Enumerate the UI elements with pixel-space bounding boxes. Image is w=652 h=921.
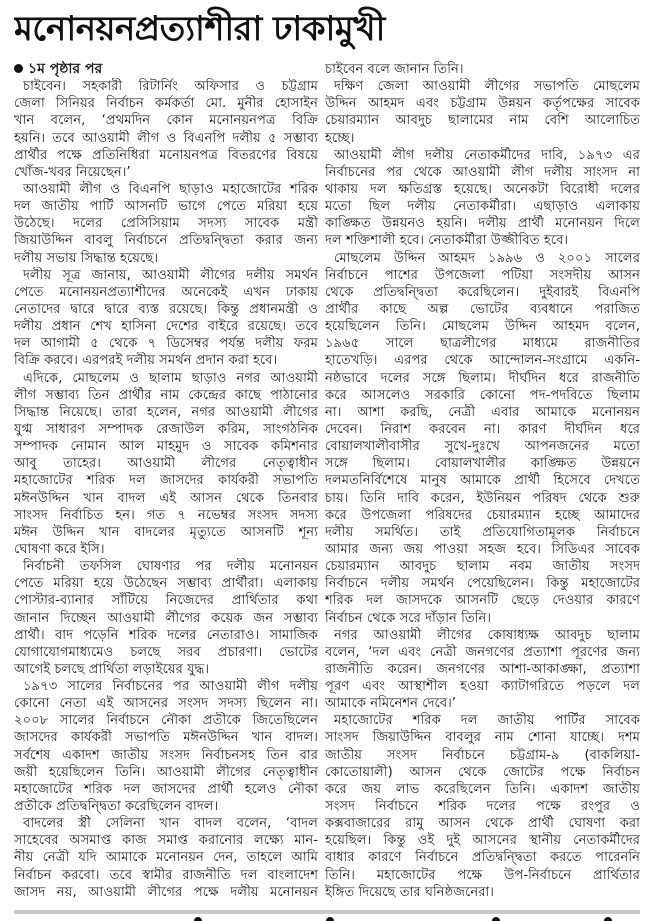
text-line: প্রার্থী। বাদ পড়েনি শরিক দলের নেতারাও। সামাজিক [14, 627, 318, 643]
text-line: উদ্দিন আহমদ এবং চট্টগ্রাম উন্নয়ন কর্তৃপক্ষের সাবেক [325, 96, 640, 112]
text-line: প্রতীকে প্রতিদ্বন্দ্বিতা করেছিলেন বাদল। [14, 799, 219, 815]
left-column-body [14, 78, 318, 901]
text-line: নীয় নেত্রী যদি আমাকে মনোনয়ন দেন, তাহলে আমি [14, 850, 318, 866]
text-line: মঈনউদ্দিন খান বাদল এই আসন থেকে তিনবার [14, 490, 318, 506]
text-line: আমাকে নমিনেশন দেবে।’ [325, 696, 457, 712]
text-line: পেতে মরিয়া হয়ে উঠেছেন সম্ভাব্য প্রার্থীরা। এলাকায় [14, 576, 318, 592]
text-line: ইঙ্গিত দিয়েছে তার ঘনিষ্ঠজনেরা। [325, 884, 495, 900]
text-line: কক্সবাজারের রামু আসন থেকে প্রার্থী ঘোষণা করা [325, 816, 640, 832]
text-line: মহাজোটের শরিক দল জাসদের কার্যকরী সভাপতি [14, 473, 318, 489]
text-line: বাধার কারণে নির্বাচনে প্রতিদ্বন্দ্বিতা করতে পারেননি [325, 850, 640, 866]
cutoff-glyph [492, 917, 500, 921]
text-line: নেতাদের দ্বারে দ্বারে ব্যস্ত রয়েছে। কিন্তু প্রধানমন্ত্রী ও [14, 301, 318, 317]
text-line: দলমতনির্বিশেষে মানুষ আমাকে প্রার্থী হিসেবে দেখতে [325, 473, 640, 489]
text-line: হাতেখড়ি। এরপর থেকে আন্দোলন-সংগ্রামে একনি- [325, 353, 640, 369]
text-line: করে উপজেলা পরিষদের চেয়ারম্যান হচ্ছে আমাদের [325, 507, 640, 523]
text-line: রাজনীতি করেন। জনগণের আশা-আকাঙ্ক্ষা, প্রত্যাশা [325, 661, 640, 677]
text-line: ঘোষণা করে ইসি। [14, 541, 105, 557]
text-line: হয়নি। তবে আওয়ামী লীগ ও বিএনপি দলীয় ৫ সম্ভাব্য [14, 130, 318, 146]
continued-from-label [14, 61, 318, 78]
text-line: করে আসলেও সরকারি কোনো পদ-পদবিতে ছিলাম [325, 387, 640, 403]
text-line: জাসদ নয়, আওয়ামী লীগের পক্ষে দলীয় মনোনয়ন [14, 884, 318, 900]
text-line: জিয়াউদ্দিন বাবলু নির্বাচনে প্রতিদ্বন্দ্বিতা করার জন্য [14, 233, 318, 249]
text-line: আবু তাহের। আওয়ামী লীগের নেতৃত্বাধীন [14, 456, 318, 472]
text-line: চাইবেন বলে জানান তিনি। [325, 62, 464, 77]
text-line: বিক্রি করবে। এরপরই দলীয় সমর্থন প্রদান করা হবে। [14, 353, 278, 369]
text-line: কোনো নেতা এই আসনের সংসদ সদস্য ছিলেন না। [14, 696, 318, 712]
text-line: সাহেবের অসমাপ্ত কাজ সমাপ্ত করানোর লক্ষ্যে মান- [14, 833, 318, 849]
left-column [14, 61, 318, 901]
text-line: নির্বাচনের পর থেকে আওয়ামী লীগ দলীয় সাংসদ না [325, 164, 640, 180]
text-line: সিদ্ধান্ত নিয়েছে। তারা হলেন, নগর আওয়ামী লীগের [14, 404, 318, 420]
text-line: হয়েছিল। কিন্তু ওই দুই আসনের স্থানীয় নেতাকর্মীদের [325, 833, 640, 849]
text-line: বোয়ালখালীবাসীর সুখে-দুঃখে আপনজনের মতো [325, 439, 640, 455]
text-line: ১৯৬৫ সালে ছাত্রলীগের মাধ্যমে রাজনীতির [325, 336, 640, 352]
text-line: জানান দিচ্ছেন আওয়ামী লীগের কয়েক জন সম্ভাব্য [14, 610, 318, 626]
text-line: নির্বাচন থেকে সরে দাঁড়ান তিনি। [325, 610, 492, 626]
jump-text: ১ম পৃষ্ঠার পর [28, 61, 103, 77]
text-line: দেবেন। নিরাশ করবেন না। কারণ দীর্ঘদিন ধরে [325, 421, 640, 437]
text-line: নির্বাচনে দলীয় সমর্থন পেয়েছিলেন। কিন্তু মহাজোটের [325, 576, 640, 592]
text-line: সম্পাদক নোমান আল মাহমুদ ও সাবেক কমিশনার [14, 439, 318, 455]
text-line: পোস্টার-ব্যানার সাঁটিয়ে নিজেদের প্রার্থিতার কথা [14, 593, 318, 609]
text-line: চাইবেন। সহকারী রিটার্নিং অফিসার ও চট্টগ্রাম [23, 79, 318, 95]
text-line: খোঁজ-খবর নিয়েছেন।’ [14, 164, 131, 180]
text-line: তিনি। মহাজোটের পক্ষে উপ-নির্বাচনে প্রার্থিতার [325, 867, 640, 883]
text-line: পূরণ এবং আস্থাশীল হওয়া ক্যাটাগরিতে পড়লে দল [325, 679, 640, 695]
text-line: থেকে প্রতিদ্বন্দ্বিতা করেছিলেন। দুইবারই বিএনপি [325, 284, 640, 300]
text-line: যোগাযোগমাধ্যমেও চলছে সরব প্রচারণা। ভোটের [14, 644, 318, 660]
text-line: নির্বাচনী তফসিল ঘোষণার পর দলীয় মনোনয়ন [23, 559, 318, 575]
text-line: আওয়ামী লীগ ও বিএনপি ছাড়াও মহাজোটের শরিক [23, 181, 318, 197]
text-line: হয়েছিলেন তিনি। মোছলেম উদ্দিন আহমদ বলেন, [325, 319, 640, 335]
text-line: সঙ্গে ছিলাম। বোয়ালখালীর কাঙ্ক্ষিত উন্নয়নে [325, 456, 640, 472]
text-line: দলীয় প্রধান শেখ হাসিনা দেশের বাইরে রয়েছে। তবে [14, 319, 318, 335]
text-line: দলীয় সমর্থিত। তাই প্রতিযোগিতামূলক নির্বাচনে [325, 524, 640, 540]
text-line: দলীয় সূত্র জানায়, আওয়ামী লীগের দলীয় সমর্থন [23, 267, 318, 283]
text-line: খান বলেন, ‘প্রথমদিন কোন মনোনয়নপত্র বিক্রি [14, 113, 318, 129]
text-line: আমার জন্য জয় পাওয়া সহজ হবে। সিডিএর সাবেক [325, 541, 640, 557]
text-line: কাঙ্ক্ষিত উন্নয়নও হয়নি। দলীয় প্রার্থী মনোনয়ন দিলে [325, 216, 640, 232]
bullet-icon [14, 64, 23, 73]
text-line: জাতীয় সংসদ নির্বাচনে চট্টগ্রাম-৯ (বাকলিয়া- [325, 747, 640, 763]
text-line: এদিকে, মোছলেম ও ছালাম ছাড়াও নগর আওয়ামী [23, 370, 318, 386]
text-line: চেয়ারম্যান আবদুচ ছালামের নাম বেশি আলোচিত [325, 113, 640, 129]
next-story-cutoff [14, 917, 640, 921]
text-line: সর্বশেষ একাদশ জাতীয় সংসদ নির্বাচনসহ তিন বার [14, 747, 318, 763]
text-line: দক্ষিণ জেলা আওয়ামী লীগের সভাপতি মোছলেম [334, 79, 640, 95]
text-line: নির্বাচনে পাশের উপজেলা পটিয়া সংসদীয় আসন [325, 267, 640, 283]
text-line: হচ্ছে। [325, 130, 355, 146]
text-line: মঈন উদ্দিন খান বাদলের মৃত্যুতে আসনটি শূন্য [14, 524, 318, 540]
text-line: আগেই চলছে প্রার্থিতা লড়াইয়ের যুদ্ধ। [14, 661, 210, 677]
text-line: মোছলেম উদ্দিন আহমদ ১৯৯৬ ও ২০০১ সালের [334, 250, 640, 266]
text-line: লীগ সম্ভাব্য তিন প্রার্থীর নাম কেন্দ্রের কাছে পাঠানোর [14, 387, 318, 403]
right-column-body [325, 61, 640, 901]
text-line: জাসদের কার্যকরী সভাপতি মঈনউদ্দিন খান বাদল। [14, 730, 318, 746]
text-line: উঠেছে। দলের প্রেসিসিয়াম সদস্য সাবেক মন্ত্রী [14, 216, 318, 232]
headline: মনোনয়নপ্রত্যাশীরা ঢাকামুখী [14, 9, 385, 49]
text-line: নষ্ঠভাবে দলের সঙ্গে ছিলাম। দীর্ঘদিন ধরে রাজনীতি [325, 370, 640, 386]
text-line: ১৯৭৩ সালের নির্বাচনের পর আওয়ামী লীগ দলীয় [23, 679, 318, 695]
text-line: জেলা সিনিয়র নির্বাচন কর্মকর্তা মো. মুনীর হোসাইন [14, 96, 318, 112]
text-line: প্রার্থীর পক্ষে প্রতিনিধিরা মনোয়নপত্র বিতরণের বিষয়ে [14, 147, 318, 163]
text-line: শরিক দল জাসদকে আসনটি ছেড়ে দেওয়ার কারণে [325, 593, 640, 609]
text-line: যুগ্ম সাধারণ সম্পাদক রেজাউল করিম, সাংগঠনিক [14, 421, 318, 437]
text-line: নির্বাচন করবো। তবে স্বামীর রাজনীতি দল বাংলাদেশ [14, 867, 318, 883]
text-line: বলেন, ‘দল এবং নেত্রী জনগণের প্রত্যাশা পূরণের জন্য [325, 644, 640, 660]
text-line: দলীয় সভায় সিদ্ধান্ত হয়েছে। [14, 250, 159, 266]
cutoff-glyph [194, 917, 202, 921]
text-line: নগর আওয়ামী লীগের কোষাধ্যক্ষ আবদুচ ছালাম [334, 627, 640, 643]
right-column [325, 61, 640, 901]
cutoff-glyph [604, 917, 612, 921]
text-line: প্রার্থীর কাছে অল্প ভোটের ব্যবধানে পরাজিত [325, 301, 640, 317]
text-line: দল শক্তিশালী হবে। নেতাকর্মীরা উজ্জীবিত হবে। [325, 233, 569, 249]
text-line: পেতে মনোনয়নপ্রত্যাশীদের অনেকেই এখন ঢাকায় [14, 284, 318, 300]
text-line: মহাজোটের শরিক দল জাতীয় পার্টির সাবেক [334, 713, 640, 729]
text-line: সাংসদ জিয়াউদ্দিন বাবলুর নাম শোনা যাচ্ছে। দশম [325, 730, 640, 746]
text-line: দল জাতীয় পার্টি আসনটি ভাগে পেতে মরিয়া হয়ে [14, 199, 318, 215]
text-line: কোতোয়ালী) আসন থেকে জোটের পক্ষে নির্বাচন [325, 764, 640, 780]
text-line: করে জয় লাভ করেছিলেন তিনি। একাদশ জাতীয় [325, 781, 640, 797]
text-line: সংসদ নির্বাচনে শরিক দলের পক্ষে রংপুর ও [325, 799, 640, 815]
text-line: থাকায় দল ক্ষতিগ্রস্ত হয়েছে। অনেকটা বিরোধী দলের [325, 181, 640, 197]
text-line: ২০০৮ সালের নির্বাচনে নৌকা প্রতীকে জিতেছিলেন [14, 713, 318, 729]
text-line: না। আশা করছি, নেত্রী এবার আমাকে মনোনয়ন [325, 404, 640, 420]
text-line: চায়। তিনি দাবি করেন, ইউনিয়ন পরিষদ থেকে শুরু [325, 490, 640, 506]
text-line: সাংসদ নির্বাচিত হন। গত ৭ নভেম্বর সংসদ সদস্য [14, 507, 318, 523]
text-line: চেয়ারম্যান আবদুচ ছালাম নবম জাতীয় সংসদ [325, 559, 640, 575]
text-line: মহাজোটের শরিক দল জাসদের প্রার্থী হলেও নৌকা [14, 781, 318, 797]
bottom-rule [14, 910, 640, 914]
text-line: বাদলের স্ত্রী সেলিনা খান বাদল বলেন, ‘বাদল [23, 816, 318, 832]
text-line: মতো ছিল দলীয় নেতাকর্মীরা। এছাড়াও এলাকায় [325, 199, 640, 215]
text-line: আওয়ামী লীগ দলীয় নেতাকর্মীদের দাবি, ১৯৭৩ এর [334, 147, 640, 163]
cutoff-glyph [326, 917, 334, 921]
text-line: জয়ী হয়েছিলেন তিনি। আওয়ামী লীগের নেতৃত্বাধীন [14, 764, 318, 780]
text-line: দল আগামী ৫ থেকে ৭ ডিসেম্বর পর্যন্ত দলীয় ফরম [14, 336, 318, 352]
